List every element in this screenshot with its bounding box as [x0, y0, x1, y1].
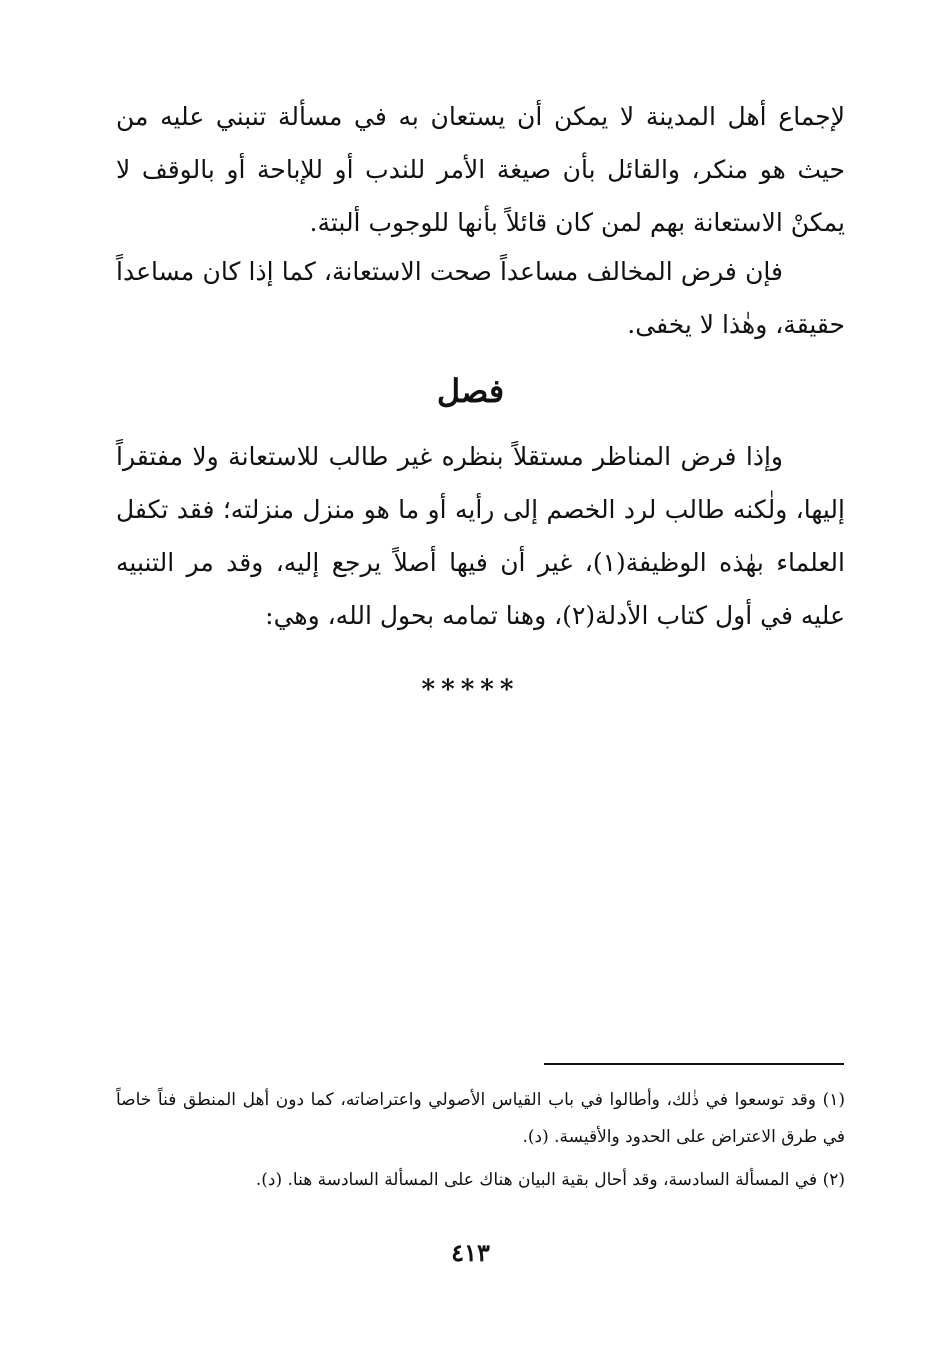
footnote-1: (١) وقد توسعوا في ذٰلك، وأطالوا في باب القياس الأصولي واعتراضاته، كما دون أهل المنطق فناً خاصاً في طرق الاعتراض على الحدود والأقيسة. (د).	[116, 1090, 845, 1147]
footnote-2: (٢) في المسألة السادسة، وقد أحال بقية البيان هناك على المسألة السادسة هنا. (د).	[255, 1170, 845, 1190]
separator-stars: *****	[421, 675, 520, 705]
page-number: ٤١٣	[451, 1238, 490, 1267]
footnote-rule	[544, 1063, 844, 1065]
section-heading: فصل	[436, 372, 505, 410]
paragraph-3: وإذا فرض المناظر مستقلاً بنظره غير طالب للاستعانة ولا مفتقراً إليها، ولٰكنه طالب لرد الخصم إلى رأيه أو ما هو منزل منزلته؛ فقد تكفل العلماء بهٰذه الوظيفة(١)، غير أن فيها أصلاً يرجع إليه، وقد مر التنبيه عليه في أول كتاب الأدلة(٢)، وهنا تمامه بحول الله، وهي:	[116, 442, 845, 630]
paragraph-1: لإجماع أهل المدينة لا يمكن أن يستعان به في مسألة تنبني عليه من حيث هو منكر، والقائل بأن صيغة الأمر للندب أو للإباحة أو بالوقف لا يمكنْ الاستعانة بهم لمن كان قائلاً بأنها للوجوب ألبتة.	[116, 102, 845, 237]
paragraph-2: فإن فرض المخالف مساعداً صحت الاستعانة، كما إذا كان مساعداً حقيقة، وهٰذا لا يخفى.	[116, 257, 845, 339]
